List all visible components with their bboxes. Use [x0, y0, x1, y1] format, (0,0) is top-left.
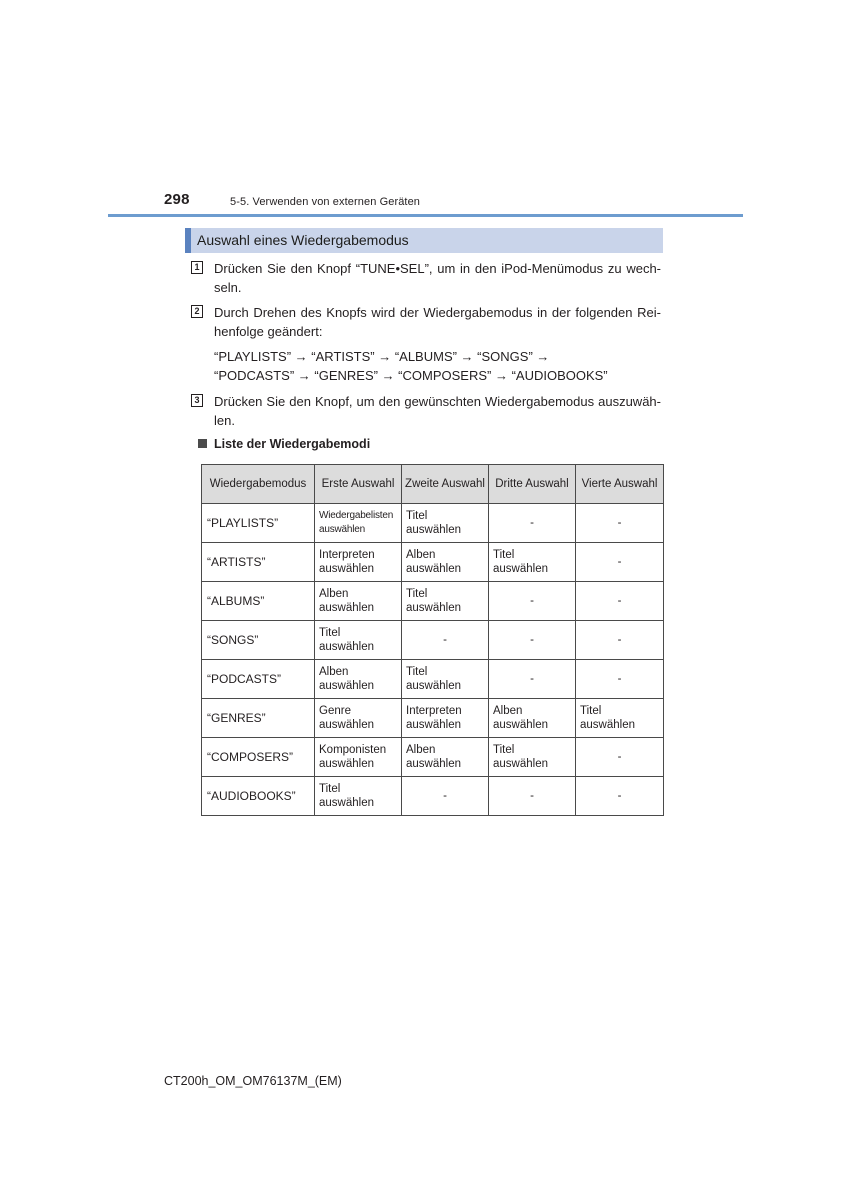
table-cell: -	[402, 777, 489, 816]
table-cell: Titel auswählen	[489, 738, 576, 777]
table-cell: Alben auswählen	[315, 660, 402, 699]
table-cell: Alben auswählen	[489, 699, 576, 738]
table-cell: Interpreten auswählen	[315, 543, 402, 582]
step-number-badge: 1	[191, 261, 203, 274]
table-cell: Wiedergabelisten auswählen	[315, 504, 402, 543]
table-row	[202, 777, 664, 816]
table-cell: -	[576, 660, 664, 699]
square-bullet-icon	[198, 439, 207, 448]
section-accent	[185, 228, 191, 253]
table-cell: Titel auswählen	[315, 621, 402, 660]
table-cell: -	[489, 660, 576, 699]
table-cell: Komponisten auswählen	[315, 738, 402, 777]
table-cell: -	[576, 621, 664, 660]
section-title: Auswahl eines Wiedergabemodus	[197, 232, 409, 248]
table-cell: -	[576, 777, 664, 816]
table-cell: Interpreten auswählen	[402, 699, 489, 738]
table-cell: -	[489, 504, 576, 543]
table-cell: -	[576, 738, 664, 777]
table-row	[202, 582, 664, 621]
mode-cell: “PLAYLISTS”	[202, 504, 315, 543]
table-cell: -	[489, 621, 576, 660]
table-cell: Titel auswählen	[489, 543, 576, 582]
step-text: Drücken Sie den Knopf “TUNE•SEL”, um in den iPod-Menümodus zu wech-seln.	[214, 261, 661, 295]
mode-cell: “GENRES”	[202, 699, 315, 738]
mode-cell: “AUDIOBOOKS”	[202, 777, 315, 816]
table-cell: Titel auswählen	[402, 504, 489, 543]
table-cell: -	[402, 621, 489, 660]
table-cell: Genre auswählen	[315, 699, 402, 738]
column-header: Vierte Auswahl	[576, 465, 664, 504]
list-heading-label: Liste der Wiedergabemodi	[214, 437, 371, 451]
table-cell: Titel auswählen	[576, 699, 664, 738]
column-header: Erste Auswahl	[315, 465, 402, 504]
table-cell: -	[489, 777, 576, 816]
page-number: 298	[164, 191, 190, 208]
sequence-line-2: “PODCASTS” → “GENRES” → “COMPOSERS” → “AUDIOBOOKS”	[214, 368, 608, 383]
step-number-badge: 2	[191, 305, 203, 318]
table-row	[202, 543, 664, 582]
list-heading	[198, 436, 370, 451]
column-header: Wiedergabemodus	[202, 465, 315, 504]
chapter-title: 5-5. Verwenden von externen Geräten	[230, 196, 421, 208]
header-divider	[108, 214, 743, 217]
mode-cell: “ARTISTS”	[202, 543, 315, 582]
table-row	[202, 660, 664, 699]
table-cell: Alben auswählen	[315, 582, 402, 621]
step-text: Durch Drehen des Knopfs wird der Wiedergabemodus in der folgenden Rei-henfolge geändert:	[214, 305, 661, 339]
table-cell: -	[576, 543, 664, 582]
column-header: Zweite Auswahl	[402, 465, 489, 504]
table-cell: Titel auswählen	[402, 582, 489, 621]
mode-cell: “PODCASTS”	[202, 660, 315, 699]
table-row	[202, 699, 664, 738]
table-cell: -	[576, 504, 664, 543]
table-cell: -	[576, 582, 664, 621]
table-cell: Alben auswählen	[402, 738, 489, 777]
table-cell: Titel auswählen	[315, 777, 402, 816]
step-number-badge: 3	[191, 394, 203, 407]
mode-cell: “COMPOSERS”	[202, 738, 315, 777]
step-text: Drücken Sie den Knopf, um den gewünschten Wiedergabemodus auszuwäh-len.	[214, 394, 661, 428]
table-row	[202, 738, 664, 777]
table-cell: -	[489, 582, 576, 621]
table-cell: Alben auswählen	[402, 543, 489, 582]
sequence-line-1: “PLAYLISTS” → “ARTISTS” → “ALBUMS” → “SONGS” →	[214, 349, 550, 364]
table-row	[202, 504, 664, 543]
document-code: CT200h_OM_OM76137M_(EM)	[164, 1074, 342, 1088]
playback-modes-table	[201, 464, 664, 816]
mode-cell: “SONGS”	[202, 621, 315, 660]
mode-sequence	[214, 347, 663, 385]
table-header-row	[202, 465, 664, 504]
page-header	[0, 0, 848, 220]
table-cell: Titel auswählen	[402, 660, 489, 699]
column-header: Dritte Auswahl	[489, 465, 576, 504]
section-heading-bar	[185, 228, 663, 253]
table-row	[202, 621, 664, 660]
mode-cell: “ALBUMS”	[202, 582, 315, 621]
